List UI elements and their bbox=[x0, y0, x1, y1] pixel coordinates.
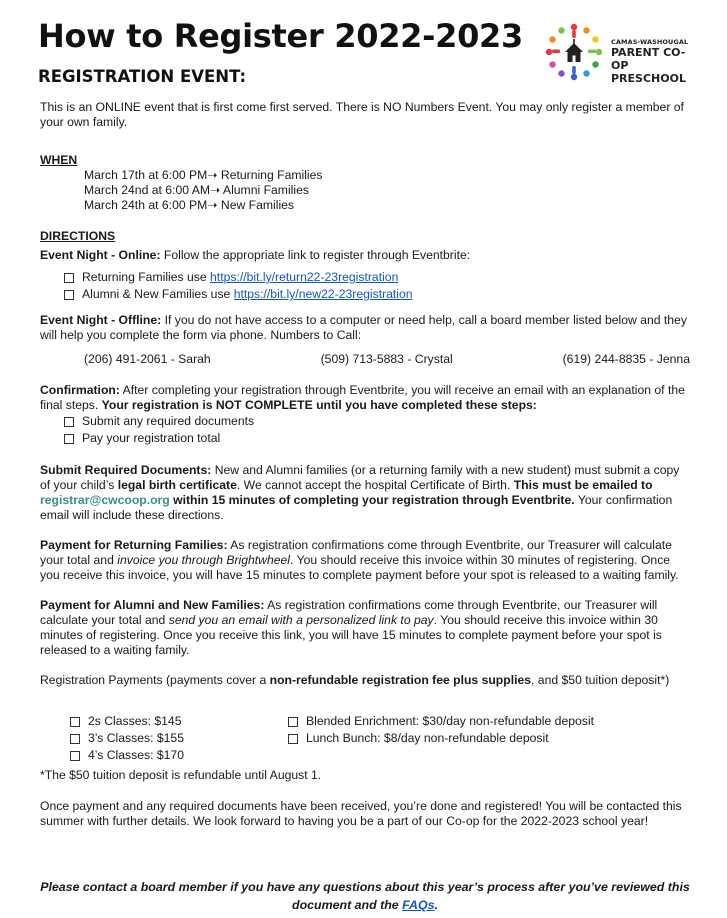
phone-number: (509) 713-5883 - Crystal bbox=[320, 352, 453, 366]
when-item: March 17th at 6:00 PM➝ Returning Families bbox=[84, 168, 323, 182]
when-list bbox=[40, 168, 690, 213]
payment-text: As registration confirmations come through Eventbrite, our Treasurer will calculate your total and bbox=[40, 598, 658, 627]
step-row bbox=[64, 430, 690, 447]
contact-end: . bbox=[434, 898, 438, 912]
deposit-note: *The $50 tuition deposit is refundable until August 1. bbox=[40, 768, 322, 782]
new-registration-link[interactable]: https://bit.ly/new22-23registration bbox=[233, 287, 413, 301]
payment-italic: invoice you through Brightwheel bbox=[117, 553, 291, 567]
documents-text: New and Alumni families (or a returning family with a new student) must submit a copy of your child’s bbox=[40, 463, 680, 492]
fee-label: 2s Classes: $145 bbox=[88, 714, 182, 728]
fee-row bbox=[70, 730, 288, 747]
offline-paragraph bbox=[40, 313, 690, 343]
phone-list bbox=[40, 352, 690, 367]
checkbox[interactable] bbox=[288, 734, 298, 744]
documents-text: . We cannot accept the hospital Certificate of Birth. bbox=[236, 478, 514, 492]
registration-links bbox=[40, 269, 690, 303]
fee-options bbox=[40, 713, 690, 764]
online-text: Follow the appropriate link to register through Eventbrite: bbox=[160, 248, 471, 262]
payment-alumni-label: Payment for Alumni and New Families: bbox=[40, 598, 265, 612]
documents-label: Submit Required Documents: bbox=[40, 463, 212, 477]
logo-text bbox=[611, 38, 693, 85]
step-label: Pay your registration total bbox=[82, 431, 221, 445]
when-heading: WHEN bbox=[40, 153, 78, 167]
confirmation-paragraph bbox=[40, 383, 690, 413]
fee-label: 4’s Classes: $170 bbox=[88, 748, 184, 762]
checkbox[interactable] bbox=[64, 417, 74, 427]
offline-label: Event Night - Offline: bbox=[40, 313, 162, 327]
page-title: How to Register 2022-2023 bbox=[38, 17, 523, 55]
link-prefix: Returning Families use bbox=[82, 270, 207, 284]
logo-line-1: CAMAS-WASHOUGAL bbox=[611, 38, 689, 46]
intro-text: This is an ONLINE event that is first come first served. There is NO Numbers Event. You may only register a member of your own family. bbox=[40, 100, 684, 129]
fee-label: Blended Enrichment: $30/day non-refundable deposit bbox=[306, 714, 594, 728]
logo-line-2: PARENT CO-OP bbox=[611, 46, 686, 72]
confirmation-text: After completing your registration through Eventbrite, you will receive an email with an explanation of the final steps. bbox=[40, 383, 685, 412]
birth-certificate-text: legal birth certificate bbox=[117, 478, 237, 492]
payments-info-text: Registration Payments (payments cover a bbox=[40, 673, 270, 687]
closing-paragraph: Once payment and any required documents have been received, you’re done and registered! You will be contacted this summer with further details. We look forward to having you be a part of our Co-op for the 2022-2023 school year! bbox=[40, 799, 682, 828]
class-fees bbox=[70, 713, 288, 764]
fee-label: 3’s Classes: $155 bbox=[88, 731, 184, 745]
checkbox[interactable] bbox=[70, 717, 80, 727]
payment-text: . You should receive this invoice within 30 minutes of registering. Once you receive this link, you will have 15 minutes to complete payment before your spot is released to a waiting family. bbox=[40, 613, 662, 657]
faqs-link[interactable]: FAQs bbox=[402, 898, 435, 912]
fee-row bbox=[288, 730, 594, 747]
contact-text: Please contact a board member if you have any questions about this year’s process after you’ve reviewed this document and the bbox=[40, 880, 690, 912]
payment-returning-label: Payment for Returning Families: bbox=[40, 538, 228, 552]
email-instruction: This must be emailed to bbox=[513, 478, 653, 492]
fee-row bbox=[288, 713, 594, 730]
documents-paragraph bbox=[40, 463, 690, 523]
directions-heading: DIRECTIONS bbox=[40, 229, 116, 243]
step-label: Submit any required documents bbox=[82, 414, 255, 428]
phone-number: (206) 491-2061 - Sarah bbox=[84, 352, 211, 366]
confirmation-label: Confirmation: bbox=[40, 383, 120, 397]
confirmation-warning: Your registration is NOT COMPLETE until you have completed these steps: bbox=[101, 398, 537, 412]
checkbox[interactable] bbox=[64, 434, 74, 444]
when-item: March 24nd at 6:00 AM➝ Alumni Families bbox=[84, 183, 309, 197]
confirmation-steps bbox=[40, 413, 690, 447]
documents-text: Your confirmation email will include these directions. bbox=[40, 493, 673, 522]
payments-info-bold: non-refundable registration fee plus supplies bbox=[269, 673, 532, 687]
fee-row bbox=[70, 713, 288, 730]
payment-text: . You should receive this invoice within 30 minutes of registering. Once you receive this invoice, you will have 15 minutes to complete payment before your spot is released to a waiting family. bbox=[40, 553, 679, 582]
payments-info bbox=[40, 673, 690, 688]
link-row-new bbox=[64, 286, 690, 303]
step-row bbox=[64, 413, 690, 430]
returning-registration-link[interactable]: https://bit.ly/return22-23registration bbox=[210, 270, 399, 284]
online-label: Event Night - Online: bbox=[40, 248, 161, 262]
preschool-logo bbox=[543, 22, 693, 84]
payment-italic: send you an email with a personalized link to pay bbox=[168, 613, 434, 627]
link-row-returning bbox=[64, 269, 690, 286]
checkbox[interactable] bbox=[288, 717, 298, 727]
payment-alumni-paragraph bbox=[40, 598, 690, 658]
link-prefix: Alumni & New Families use bbox=[82, 287, 231, 301]
deadline-text: within 15 minutes of completing your registration through Eventbrite. bbox=[169, 493, 575, 507]
fee-label: Lunch Bunch: $8/day non-refundable deposit bbox=[306, 731, 549, 745]
online-paragraph bbox=[40, 248, 690, 263]
payment-text: As registration confirmations come through Eventbrite, our Treasurer will calculate your total and bbox=[40, 538, 672, 567]
contact-note bbox=[40, 878, 690, 914]
logo-badge-icon bbox=[543, 22, 605, 84]
checkbox[interactable] bbox=[64, 290, 74, 300]
when-item: March 24th at 6:00 PM➝ New Families bbox=[84, 198, 295, 212]
payment-returning-paragraph bbox=[40, 538, 690, 583]
phone-number: (619) 244-8835 - Jenna bbox=[562, 352, 690, 366]
registrar-email[interactable]: registrar@cwcoop.org bbox=[40, 493, 170, 507]
checkbox[interactable] bbox=[64, 273, 74, 283]
section-subtitle: REGISTRATION EVENT: bbox=[38, 67, 247, 86]
checkbox[interactable] bbox=[70, 751, 80, 761]
logo-line-3: PRESCHOOL bbox=[611, 72, 686, 85]
payments-info-text: , and $50 tuition deposit*) bbox=[531, 673, 670, 687]
offline-text: If you do not have access to a computer or need help, call a board member listed below and they will help you complete the form via phone. Numbers to Call: bbox=[40, 313, 687, 342]
checkbox[interactable] bbox=[70, 734, 80, 744]
addon-fees bbox=[288, 713, 594, 764]
fee-row bbox=[70, 747, 288, 764]
document-body bbox=[40, 100, 690, 829]
